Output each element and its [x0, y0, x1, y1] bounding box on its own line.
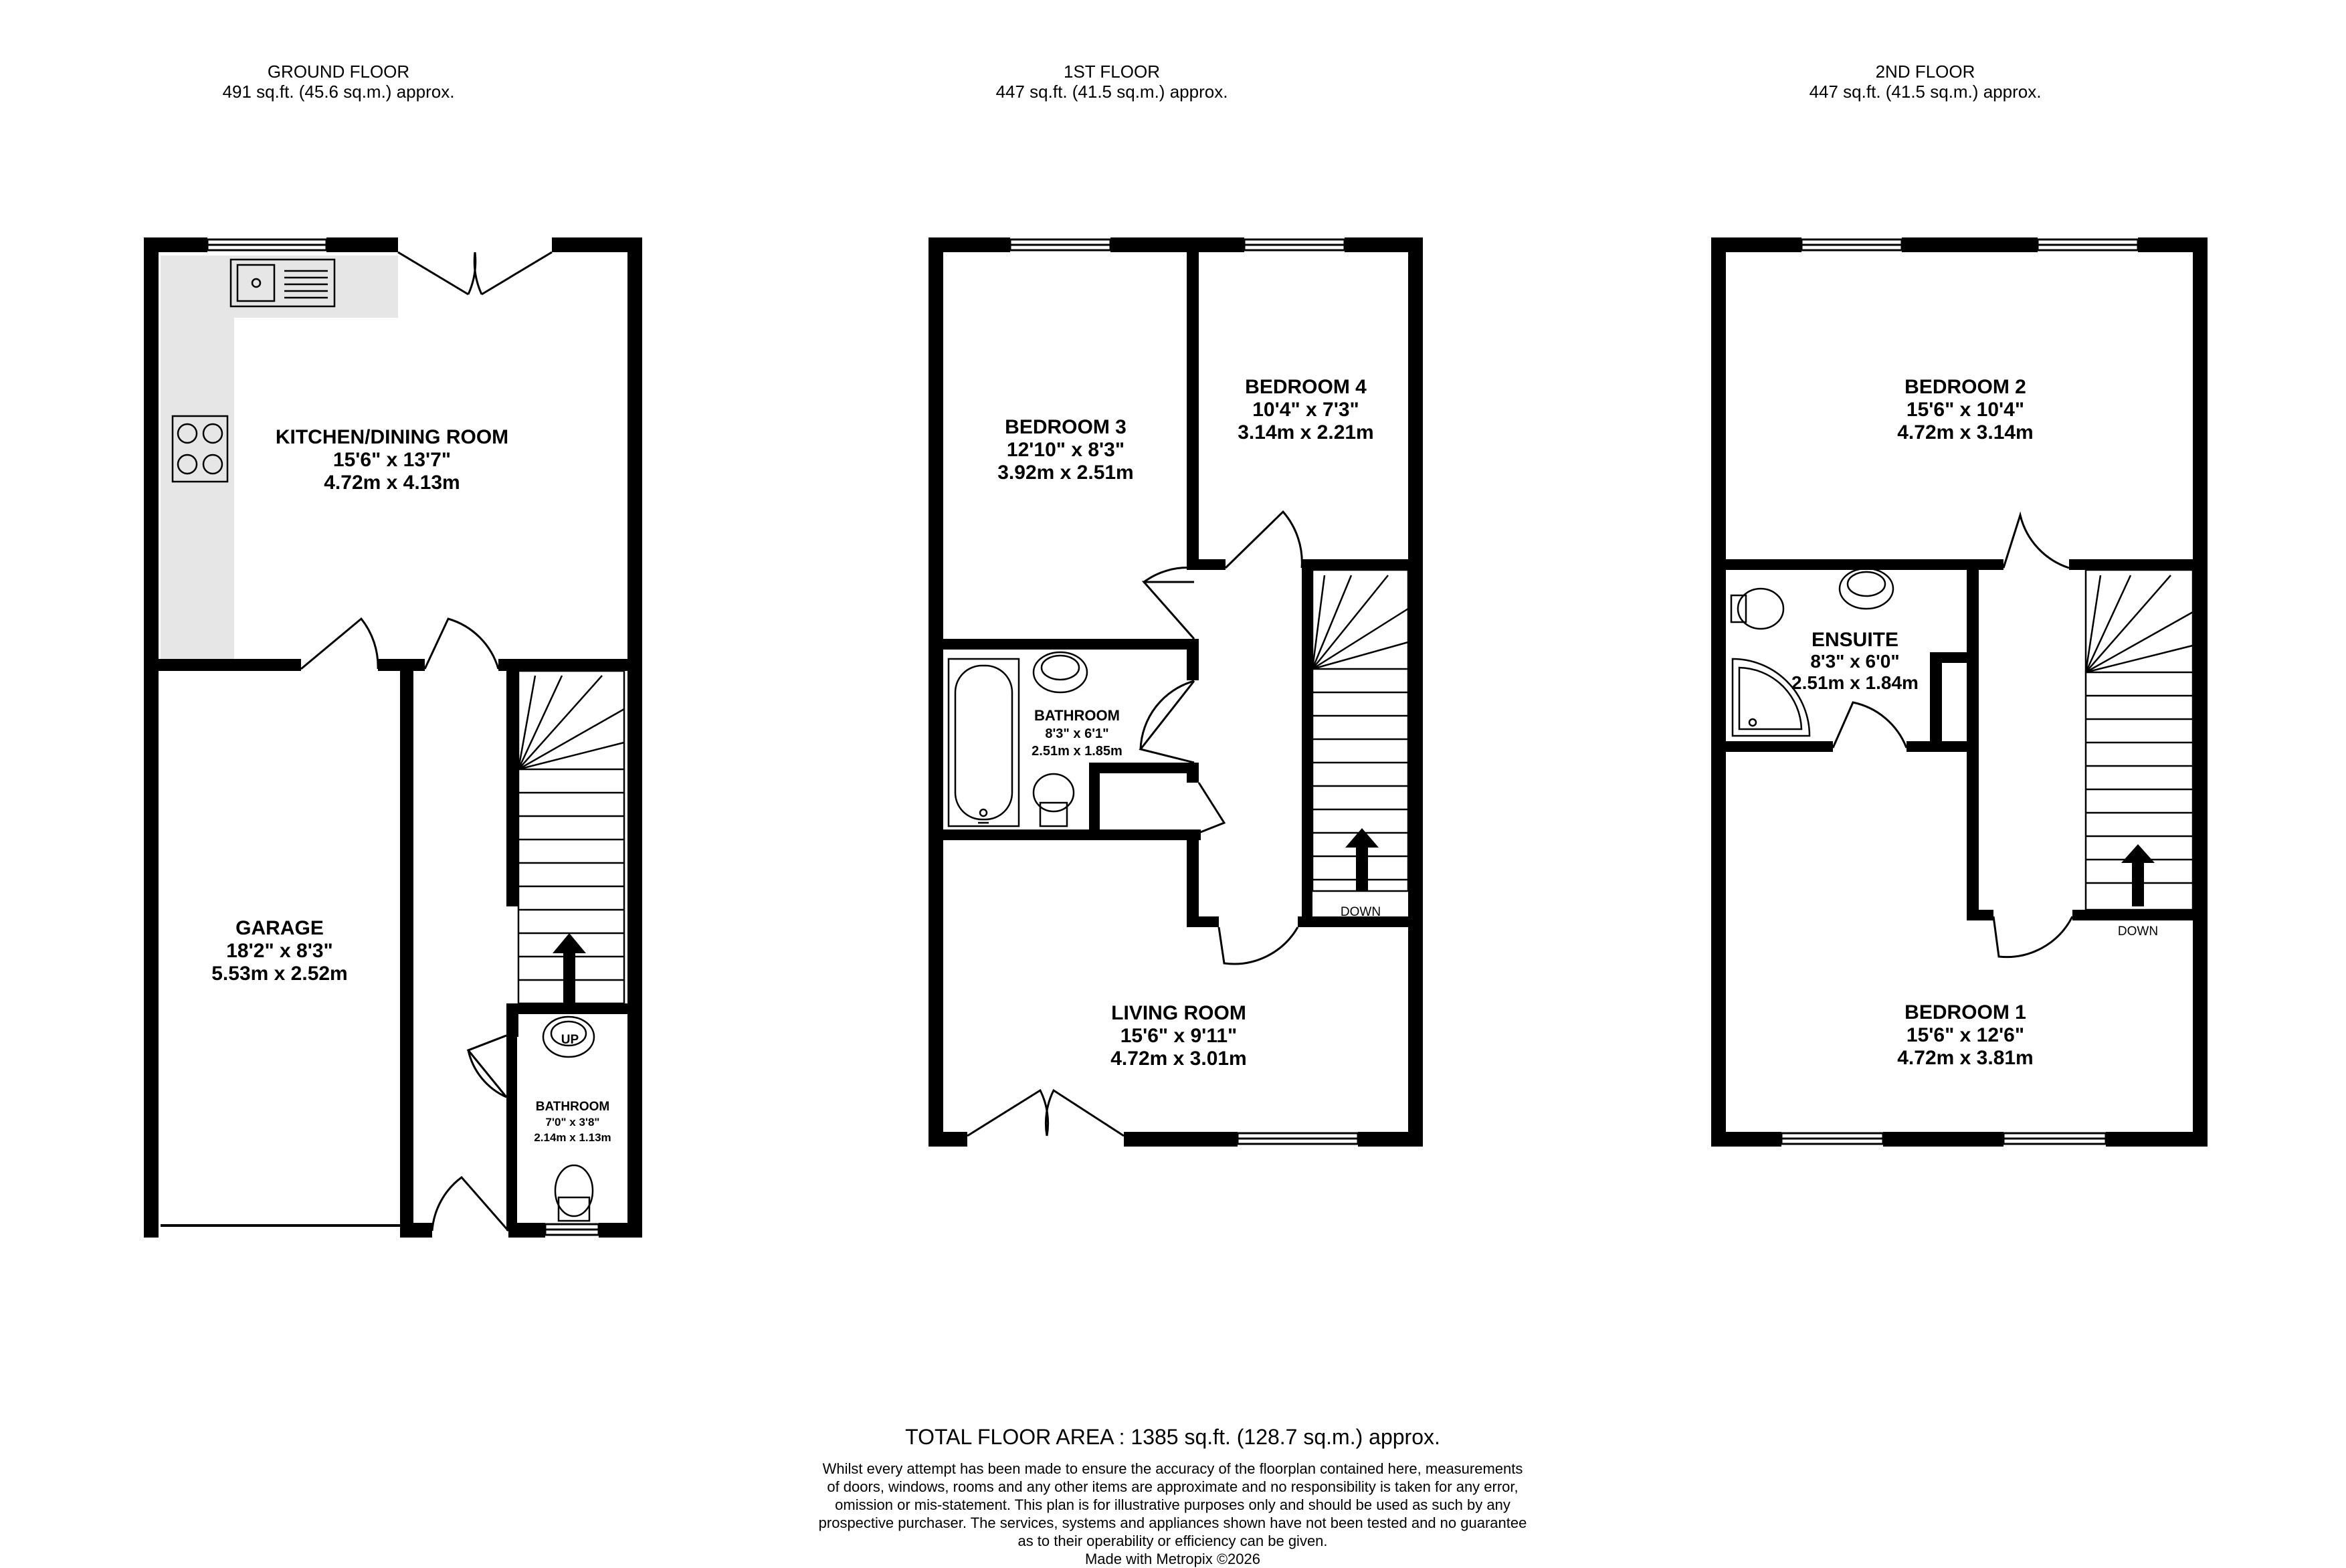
door-swing: [1993, 916, 2072, 957]
french-doors: [967, 1090, 1124, 1136]
room-name: LIVING ROOM: [1111, 1002, 1246, 1024]
door-swing: [432, 1177, 508, 1231]
room-imperial: 15'6" x 13'7": [332, 449, 452, 471]
wall: [498, 659, 642, 671]
toilet-icon: [555, 1165, 593, 1221]
wall: [2138, 237, 2208, 252]
toilet-icon: [1731, 589, 1783, 629]
bath-icon: [949, 659, 1019, 826]
stair-up-label: UP: [561, 1033, 579, 1047]
shower-icon: [1733, 659, 1810, 736]
wall: [1089, 763, 1100, 836]
wall: [326, 237, 398, 252]
room-name: BATHROOM: [535, 1100, 610, 1114]
disclaimer-line: prospective purchaser. The services, systems and appliances shown have not been tested and no guarantee: [818, 1514, 1527, 1531]
wall: [1358, 1132, 1423, 1147]
stair-down-label: DOWN: [2117, 924, 2159, 939]
room-imperial: 12'10" x 8'3": [1006, 439, 1125, 461]
wall: [1408, 237, 1423, 1145]
room-name: BEDROOM 2: [1904, 376, 2026, 398]
room-label-kitchen: [276, 426, 508, 494]
room-metric: 4.72m x 4.13m: [324, 472, 460, 494]
wall: [1902, 237, 2038, 252]
room-label-bedroom2: [1897, 376, 2033, 444]
door-swing: [1226, 512, 1302, 568]
room-label-garage: [211, 917, 347, 985]
room-imperial: 15'6" x 9'11": [1120, 1025, 1238, 1047]
room-metric: 3.14m x 2.21m: [1238, 421, 1374, 444]
basin-icon: [1034, 652, 1087, 692]
room-imperial: 7'0" x 3'8": [545, 1116, 600, 1129]
room-metric: 5.53m x 2.52m: [211, 963, 348, 985]
wall: [1930, 652, 1942, 746]
room-label-ground-bathroom: [534, 1100, 611, 1144]
wall: [1110, 237, 1244, 252]
room-imperial: 15'6" x 12'6": [1906, 1024, 2025, 1046]
stair-arrow-icon: [2121, 844, 2155, 906]
window: [207, 239, 326, 250]
wall: [506, 1003, 640, 1014]
room-name: BEDROOM 1: [1904, 1001, 2026, 1023]
stair-arrow-icon: [1345, 828, 1379, 891]
wall: [144, 237, 207, 252]
wall: [400, 669, 413, 1234]
wall: [1089, 763, 1199, 773]
door-swing: [2003, 515, 2069, 568]
wall: [943, 639, 1192, 650]
wall: [506, 659, 518, 906]
ground-floor-plan: [144, 237, 642, 1238]
wall: [144, 237, 159, 1238]
wall: [1302, 559, 1312, 920]
wall: [1711, 237, 1726, 1145]
door-swing: [1144, 582, 1194, 639]
room-metric: 3.92m x 2.51m: [997, 462, 1134, 484]
floor-name: 2ND FLOOR: [1875, 62, 1975, 82]
garage-door-line: [161, 1224, 401, 1227]
stair-arrow-icon: [553, 933, 586, 1003]
wall: [144, 659, 301, 671]
wall: [2069, 559, 2208, 570]
room-label-bedroom3: [997, 416, 1133, 484]
room-name: ENSUITE: [1811, 629, 1899, 651]
room-metric: 4.72m x 3.14m: [1897, 421, 2034, 444]
wall: [1187, 639, 1199, 680]
wall: [2072, 910, 2208, 920]
room-imperial: 10'4" x 7'3": [1252, 399, 1359, 421]
room-name: BEDROOM 3: [1005, 416, 1127, 438]
wall: [1187, 252, 1199, 568]
room-imperial: 8'3" x 6'0": [1810, 651, 1900, 672]
disclaimer-line: as to their operability or efficiency can be given.: [1017, 1533, 1328, 1549]
room-label-bedroom1: [1897, 1001, 2033, 1069]
door-swing: [1833, 702, 1907, 748]
floor-name: GROUND FLOOR: [267, 62, 410, 82]
room-metric: 4.72m x 3.01m: [1110, 1048, 1247, 1070]
room-imperial: 15'6" x 10'4": [1906, 399, 2025, 421]
room-label-bedroom4: [1238, 376, 1373, 444]
wall: [1124, 1132, 1238, 1147]
disclaimer: [704, 1460, 1641, 1568]
room-label-living: [1110, 1002, 1246, 1070]
stair-down-label: DOWN: [1340, 905, 1381, 919]
basin-icon: [1840, 569, 1893, 609]
window: [545, 1224, 599, 1235]
room-name: BEDROOM 4: [1245, 376, 1367, 398]
wall: [928, 237, 1010, 252]
wall: [1967, 559, 1979, 920]
wall: [1187, 829, 1199, 926]
floor-area: 447 sq.ft. (41.5 sq.m.) approx.: [995, 82, 1228, 102]
wall: [1711, 1132, 1781, 1147]
room-metric: 2.51m x 1.84m: [1791, 672, 1919, 693]
disclaimer-line: of doors, windows, rooms and any other items are approximate and no responsibility is taken for any error,: [827, 1478, 1519, 1495]
room-metric: 4.72m x 3.81m: [1897, 1047, 2034, 1069]
wall: [1302, 559, 1423, 570]
door-swing: [1219, 927, 1298, 964]
credit: Made with Metropix ©2026: [1084, 1551, 1260, 1567]
wall: [1930, 652, 1970, 663]
wall: [599, 1223, 642, 1238]
door-swing: [1141, 681, 1194, 763]
door-swing: [425, 619, 498, 669]
room-label-first-bathroom: [1032, 707, 1122, 759]
wall: [1187, 916, 1219, 927]
floor-area: 447 sq.ft. (41.5 sq.m.) approx.: [1809, 82, 2042, 102]
wall: [1726, 741, 1833, 752]
floor-name: 1ST FLOOR: [1063, 62, 1160, 82]
wall: [1345, 237, 1423, 252]
room-imperial: 18'2" x 8'3": [226, 940, 333, 962]
french-doors: [398, 252, 552, 294]
door-swing: [1199, 783, 1224, 833]
disclaimer-line: omission or mis-statement. This plan is for illustrative purposes only and should be used as such by any: [835, 1496, 1510, 1513]
door-swing: [301, 619, 378, 669]
room-label-ensuite: [1791, 629, 1919, 693]
wall: [1967, 910, 1993, 920]
wall: [2193, 237, 2208, 1145]
wall: [2106, 1132, 2208, 1147]
room-name: BATHROOM: [1034, 707, 1120, 724]
room-name: KITCHEN/DINING ROOM: [275, 426, 509, 448]
toilet-icon: [1034, 774, 1074, 826]
room-name: GARAGE: [235, 917, 324, 939]
wall: [928, 1132, 967, 1147]
wall: [627, 237, 642, 1238]
room-metric: 2.51m x 1.85m: [1032, 744, 1122, 759]
wall: [506, 1030, 517, 1231]
floor-area: 491 sq.ft. (45.6 sq.m.) approx.: [222, 82, 455, 102]
total-floor-area: TOTAL FLOOR AREA : 1385 sq.ft. (128.7 sq.m.) approx.: [905, 1425, 1440, 1449]
wall: [1711, 237, 1801, 252]
disclaimer-line: Whilst every attempt has been made to ensure the accuracy of the floorplan contained here, measurements: [822, 1460, 1523, 1477]
wall: [943, 829, 1201, 840]
wall: [1883, 1132, 2003, 1147]
room-metric: 2.14m x 1.13m: [534, 1131, 611, 1144]
room-imperial: 8'3" x 6'1": [1045, 726, 1109, 741]
wall: [928, 237, 943, 1145]
